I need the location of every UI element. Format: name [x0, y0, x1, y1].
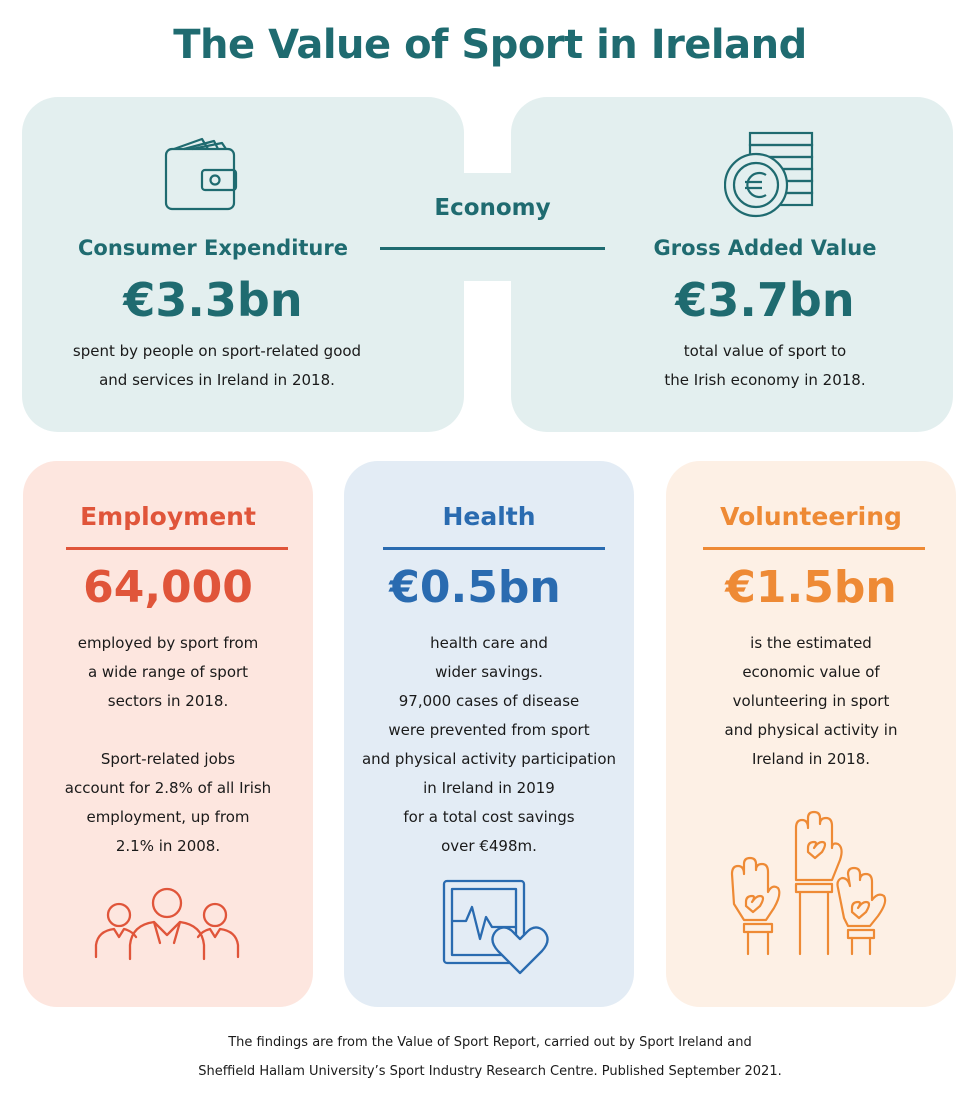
- consumer-expenditure-value: €3.3bn: [123, 273, 303, 327]
- gross-added-value-description: [600, 337, 930, 395]
- employment-line: account for 2.8% of all Irish: [64, 779, 272, 797]
- health-description: [344, 629, 634, 861]
- footer-line: Sheffield Hallam University’s Sport Industry Research Centre. Published September 2021.: [198, 1064, 782, 1079]
- health-heading: Health: [442, 502, 536, 531]
- employment-value: 64,000: [83, 562, 253, 613]
- volunteering-description: [666, 629, 956, 774]
- employment-line: sectors in 2018.: [107, 692, 229, 710]
- economy-label: Economy: [434, 195, 551, 221]
- employment-heading: Employment: [80, 502, 256, 531]
- health-line: wider savings.: [435, 663, 543, 681]
- health-line: in Ireland in 2019: [423, 779, 555, 797]
- health-divider: [383, 547, 605, 550]
- volunteering-line: is the estimated: [750, 634, 872, 652]
- volunteering-line: volunteering in sport: [732, 692, 890, 710]
- gva-desc-line: the Irish economy in 2018.: [664, 371, 866, 389]
- employment-line: Sport-related jobs: [100, 750, 236, 768]
- health-line: health care and: [430, 634, 548, 652]
- consumer-desc-line: and services in Ireland in 2018.: [99, 371, 335, 389]
- wallet-icon: [162, 133, 240, 213]
- gva-desc-line: total value of sport to: [683, 342, 847, 360]
- page-title: The Value of Sport in Ireland: [173, 22, 807, 68]
- volunteering-divider: [703, 547, 925, 550]
- volunteering-line: economic value of: [742, 663, 880, 681]
- consumer-expenditure-description: [22, 337, 412, 395]
- employment-line: 2.1% in 2008.: [115, 837, 221, 855]
- volunteering-line: and physical activity in: [724, 721, 898, 739]
- health-line: for a total cost savings: [403, 808, 575, 826]
- employment-description: [23, 629, 313, 861]
- health-line: were prevented from sport: [388, 721, 590, 739]
- consumer-desc-line: spent by people on sport-related good: [72, 342, 362, 360]
- employment-line: [23, 716, 313, 745]
- people-icon: [92, 885, 242, 963]
- health-line: and physical activity participation: [361, 750, 617, 768]
- volunteering-heading: Volunteering: [720, 502, 902, 531]
- employment-line: a wide range of sport: [87, 663, 249, 681]
- footer-line: The findings are from the Value of Sport Report, carried out by Sport Ireland and: [228, 1035, 752, 1050]
- gross-added-value-value: €3.7bn: [675, 273, 855, 327]
- heart-monitor-icon: [440, 877, 552, 977]
- gross-added-value-heading: Gross Added Value: [653, 236, 877, 260]
- consumer-expenditure-heading: Consumer Expenditure: [78, 236, 348, 260]
- economy-divider: [380, 247, 605, 250]
- health-line: over €498m.: [441, 837, 537, 855]
- volunteering-value: €1.5bn: [725, 562, 897, 613]
- economy-bridge: [440, 173, 540, 281]
- raised-hands-icon: [726, 808, 890, 958]
- footer-note: [0, 1028, 980, 1086]
- euro-coins-icon: [724, 128, 816, 220]
- employment-line: employment, up from: [86, 808, 250, 826]
- health-value: €0.5bn: [389, 562, 561, 613]
- health-line: 97,000 cases of disease: [398, 692, 580, 710]
- employment-line: employed by sport from: [77, 634, 259, 652]
- employment-divider: [66, 547, 288, 550]
- volunteering-line: Ireland in 2018.: [751, 750, 871, 768]
